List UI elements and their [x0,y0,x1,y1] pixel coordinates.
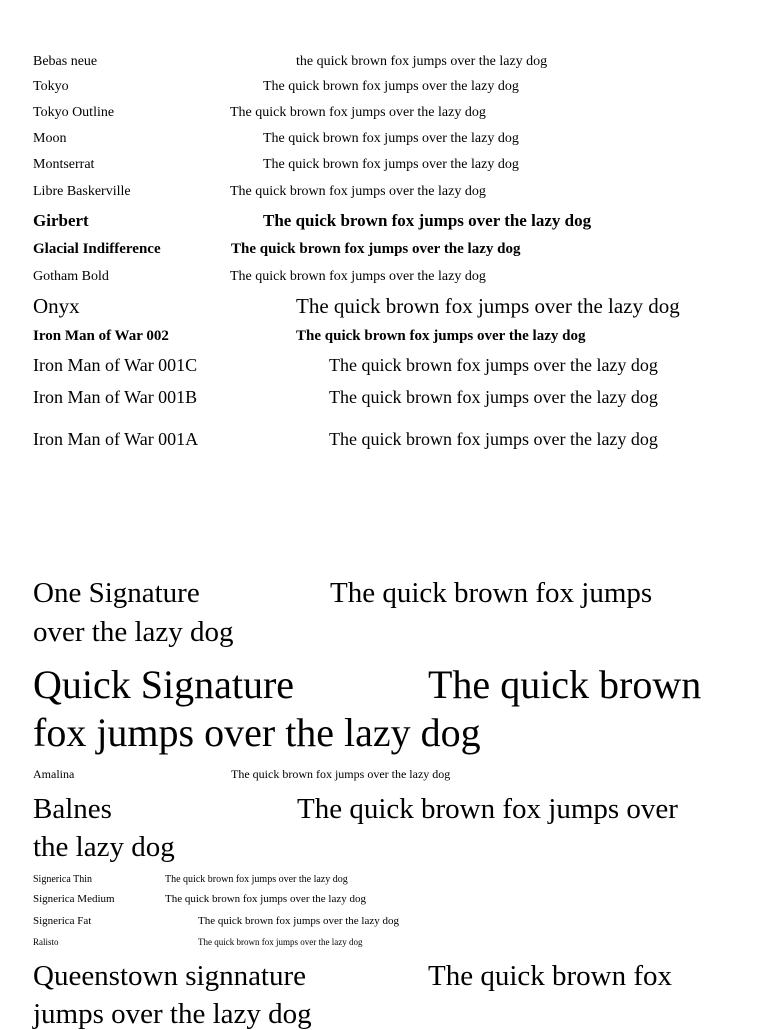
font-sample: The quick brown fox jumps over the lazy dog [296,294,680,318]
font-name: Gotham Bold [33,269,109,284]
font-sample: The quick brown fox jumps over the lazy dog [263,157,519,172]
font-sample: The quick brown fox jumps over the lazy dog [198,915,400,927]
font-sample-continued: jumps over the lazy dog [33,998,312,1030]
font-name: Queenstown signnature [33,960,307,992]
font-sample: The quick brown fox jumps over the lazy dog [329,355,658,375]
font-name: Quick Signature [33,662,295,707]
font-name: Glacial Indifference [33,241,161,257]
font-sample: The quick brown fox jumps over the lazy dog [263,79,519,94]
font-name: Tokyo [33,79,69,94]
font-name: Signerica Thin [33,874,92,885]
font-sample: the quick brown fox jumps over the lazy dog [296,54,548,69]
font-name: Balnes [33,793,112,825]
font-name: One Signature [33,577,200,609]
font-sample-continued: fox jumps over the lazy dog [33,710,481,755]
font-sample: The quick brown fox jumps over the lazy dog [263,131,519,146]
font-sample: The quick brown fox jumps over the lazy dog [329,387,658,407]
font-name: Girbert [33,211,89,230]
font-name: Montserrat [33,157,95,172]
font-name: Ralisto [33,937,59,947]
font-name: Iron Man of War 001B [33,387,198,407]
font-name: Iron Man of War 002 [33,328,169,344]
font-sample: The quick brown fox jumps over the lazy dog [165,874,348,885]
font-sample: The quick brown fox jumps [330,577,653,609]
font-name: Moon [33,131,67,146]
font-sample: The quick brown fox jumps over the lazy dog [231,241,521,257]
font-sample: The quick brown fox jumps over the lazy dog [230,184,486,199]
font-sample: The quick brown fox jumps over [297,793,678,825]
font-name: Signerica Fat [33,915,92,927]
font-sample: The quick brown fox jumps over the lazy dog [230,105,486,120]
font-sample-continued: over the lazy dog [33,616,234,648]
font-name: Bebas neue [33,54,98,69]
font-name: Signerica Medium [33,893,115,905]
font-name: Iron Man of War 001C [33,355,198,375]
font-sample: The quick brown fox jumps over the lazy dog [198,937,363,947]
font-sample-continued: the lazy dog [33,831,175,863]
font-sample: The quick brown fox jumps over the lazy dog [230,269,486,284]
font-name: Iron Man of War 001A [33,429,199,449]
font-sample: The quick brown fox jumps over the lazy dog [329,429,658,449]
font-name: Amalina [33,767,75,781]
font-name: Libre Baskerville [33,184,131,199]
font-sample: The quick brown fox jumps over the lazy dog [263,211,592,230]
font-sample: The quick brown fox jumps over the lazy dog [165,893,367,905]
font-sample: The quick brown fox [428,960,673,992]
font-sample: The quick brown fox jumps over the lazy dog [296,328,586,344]
font-name: Tokyo Outline [33,105,115,120]
font-sample: The quick brown [428,662,702,707]
font-sample: The quick brown fox jumps over the lazy dog [231,767,451,781]
font-name: Onyx [33,294,80,318]
